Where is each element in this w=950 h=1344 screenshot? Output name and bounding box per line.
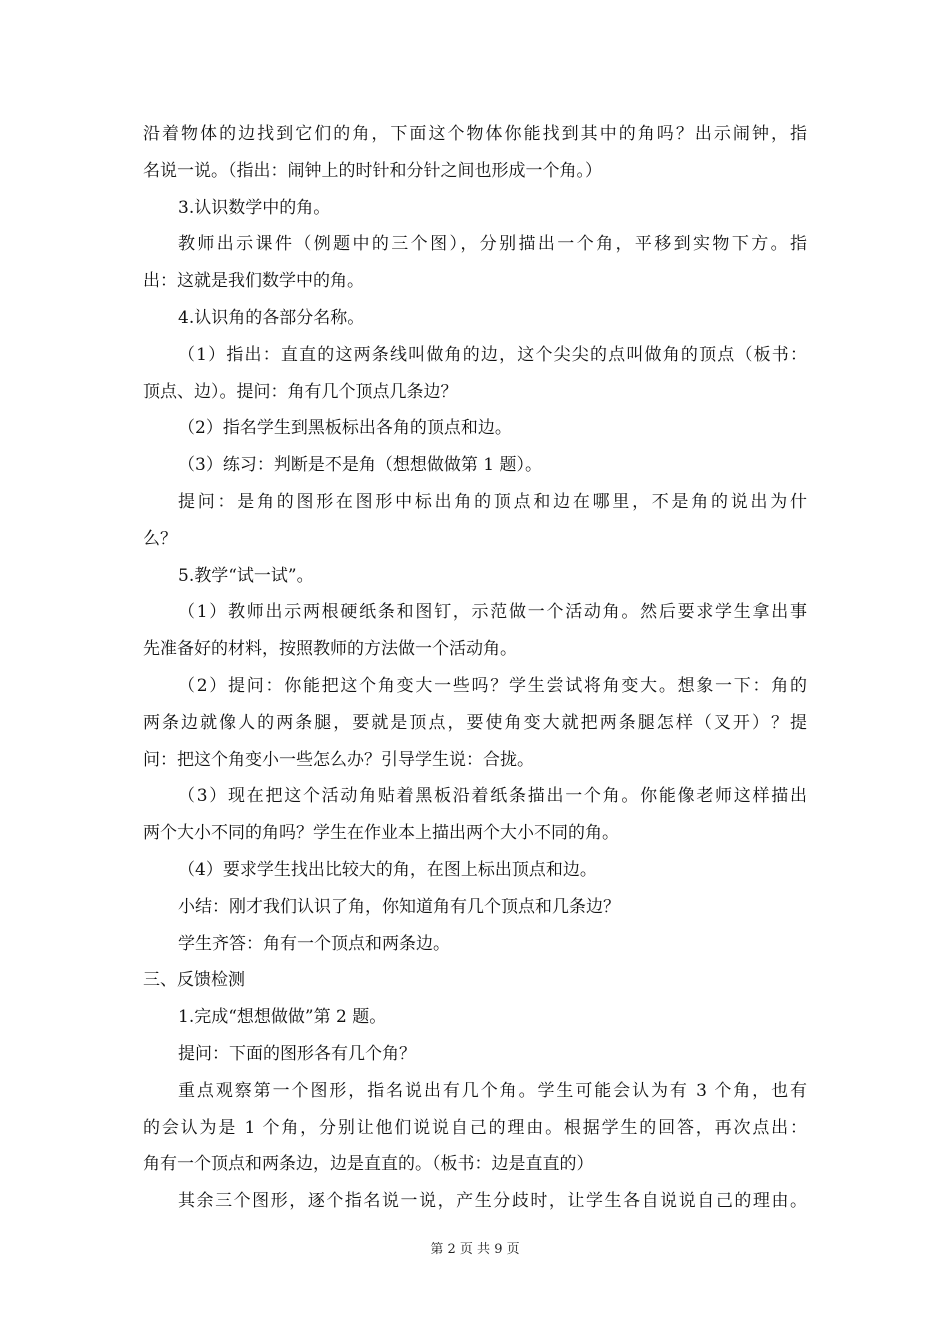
section-heading: 1.完成“想想做做”第 2 题。 [178,1007,387,1028]
text-line: 的会认为是 1 个角，分别让他们说说自己的理由。根据学生的回答，再次点出： [143,1117,807,1138]
text-line: 沿着物体的边找到它们的角，下面这个物体你能找到其中的角吗？出示闹钟，指 [143,124,807,144]
text-line: （1）指出：直直的这两条线叫做角的边，这个尖尖的点叫做角的顶点（板书： [178,344,807,365]
section-heading: 5.教学“试一试”。 [178,565,314,586]
text-line: （2）指名学生到黑板标出各角的顶点和边。 [178,418,512,439]
text-line: （3）现在把这个活动角贴着黑板沿着纸条描出一个角。你能像老师这样描出 [178,786,807,807]
text-line: 教师出示课件（例题中的三个图），分别描出一个角，平移到实物下方。指 [178,234,807,255]
text-line: 么？ [143,528,177,549]
text-line: 学生齐答：角有一个顶点和两条边。 [178,933,450,954]
section-heading: 4.认识角的各部分名称。 [178,307,365,328]
text-line: 重点观察第一个图形，指名说出有几个角。学生可能会认为有 3 个角，也有 [178,1080,807,1101]
text-line: 两条边就像人的两条腿，要就是顶点，要使角变大就把两条腿怎样（叉开）？提 [143,712,807,733]
section-heading: 3.认识数学中的角。 [178,197,331,218]
text-line: 两个大小不同的角吗？学生在作业本上描出两个大小不同的角。 [143,823,619,844]
text-line: （4）要求学生找出比较大的角，在图上标出顶点和边。 [178,859,597,880]
text-line: 先准备好的材料，按照教师的方法做一个活动角。 [143,639,517,660]
section-heading: 三、反馈检测 [143,970,245,991]
text-line: 其余三个图形，逐个指名说一说，产生分歧时，让学生各自说说自己的理由。 [178,1191,807,1212]
text-line: 出：这就是我们数学中的角。 [143,271,364,292]
text-line: 名说一说。（指出：闹钟上的时针和分针之间也形成一个角。） [143,160,602,181]
text-line: 提问：是角的图形在图形中标出角的顶点和边在哪里，不是角的说出为什 [178,491,807,512]
page-number-footer: 第 2 页 共 9 页 [430,1242,520,1257]
text-line: （1）教师出示两根硬纸条和图钉，示范做一个活动角。然后要求学生拿出事 [178,602,807,623]
text-line: 问：把这个角变小一些怎么办？引导学生说：合拢。 [143,749,534,770]
text-line: （2）提问：你能把这个角变大一些吗？学生尝试将角变大。想象一下：角的 [178,675,807,696]
text-line: 顶点、边）。提问：角有几个顶点几条边？ [143,381,458,402]
text-line: 提问：下面的图形各有几个角？ [178,1043,416,1064]
text-line: 小结：刚才我们认识了角，你知道角有几个顶点和几条边？ [178,896,620,917]
text-line: 角有一个顶点和两条边，边是直直的。（板书：边是直直的） [143,1154,594,1175]
text-line: （3）练习：判断是不是角（想想做做第 1 题）。 [178,455,542,476]
document-body [143,116,807,1220]
